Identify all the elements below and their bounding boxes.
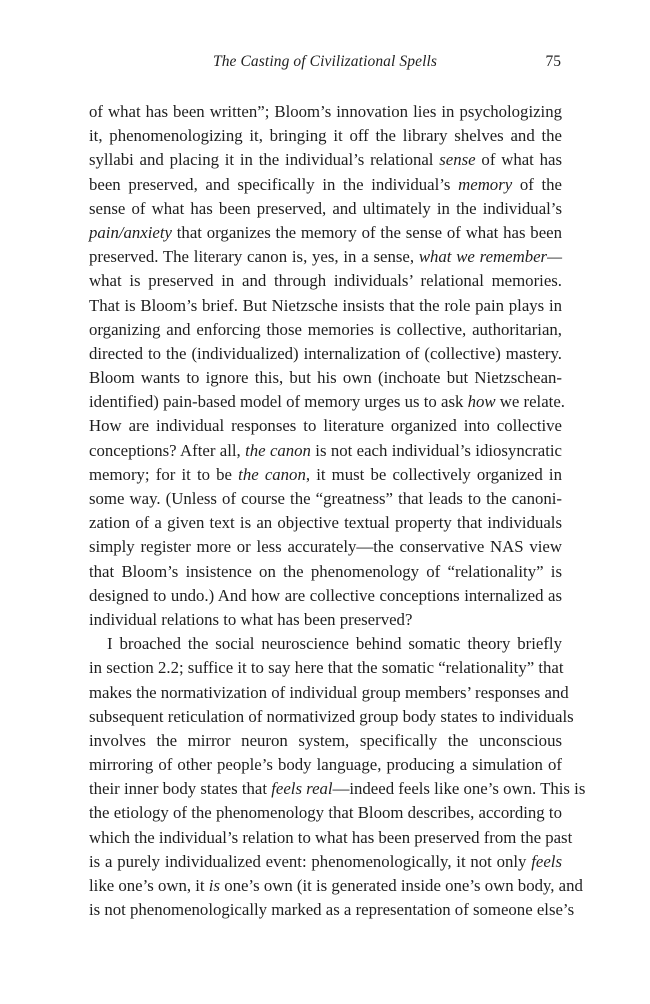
page-number: 75 xyxy=(545,53,561,70)
italic-run: feels xyxy=(531,851,562,871)
italic-run: is xyxy=(208,876,220,895)
text-run: been preserved, and specifically in the individual’s xyxy=(89,174,459,194)
text-run: —indeed feels like one’s own. This is xyxy=(332,779,586,799)
text-line xyxy=(89,318,562,342)
text-line xyxy=(89,826,573,850)
text-run: makes the normativization of individual group members’ responses and xyxy=(89,682,569,702)
text-run: one’s own (it is generated inside one’s own body, and xyxy=(220,876,583,895)
text-run: of what has xyxy=(475,150,562,170)
text-line xyxy=(89,463,562,487)
running-head xyxy=(0,52,650,74)
italic-run: the canon xyxy=(238,464,306,484)
text-line xyxy=(89,390,565,414)
text-run: identified) pain-based model of memory urges us to ask xyxy=(89,392,468,412)
text-line xyxy=(89,197,562,221)
text-line xyxy=(89,342,562,366)
text-line xyxy=(89,681,569,705)
text-run: of what has been written”; Bloom’s innovation lies in psychologizing xyxy=(89,102,562,121)
text-run: is not phenomenologically marked as a representation of someone else’s xyxy=(89,900,575,920)
text-run: that Bloom’s insistence on the phenomenology of “relationality” is xyxy=(89,561,562,581)
text-run: subsequent reticulation of normativized group body states to individuals xyxy=(89,706,574,726)
text-run: in section 2.2; suffice it to say here that the somatic “relationality” that xyxy=(89,658,564,678)
text-run: is not each individual’s idiosyncratic xyxy=(310,440,562,460)
text-line xyxy=(89,366,562,390)
text-run: which the individual’s relation to what has been preserved from the past xyxy=(89,827,573,847)
italic-run: feels real xyxy=(271,779,333,799)
text-run: of the xyxy=(512,174,562,194)
text-run: individual relations to what has been preserved? xyxy=(89,609,413,629)
text-line xyxy=(89,124,562,148)
text-line xyxy=(89,439,562,463)
text-run: like one’s own, it xyxy=(89,876,209,895)
text-run: How are individual responses to literature organized into collective xyxy=(89,416,562,436)
text-line xyxy=(89,245,562,269)
text-run: we relate. xyxy=(495,392,565,412)
italic-run: memory xyxy=(458,174,513,194)
text-run: preserved. The literary canon is, yes, in a sense, xyxy=(89,247,419,267)
text-line xyxy=(89,801,562,825)
text-line xyxy=(89,898,575,922)
text-run: it, phenomenologizing it, bringing it off the library shelves and the xyxy=(89,126,562,146)
text-run: sense of what has been preserved, and ultimately in the individual’s xyxy=(89,198,562,218)
text-line xyxy=(89,100,562,124)
text-line xyxy=(89,608,562,632)
text-line xyxy=(89,173,562,197)
text-line xyxy=(89,632,562,656)
text-run: that organizes the memory of the sense of what has been xyxy=(171,222,562,242)
text-run: conceptions? After all, xyxy=(89,440,246,460)
text-run: mirroring of other people’s body language, producing a simulation of xyxy=(89,755,562,775)
text-line xyxy=(89,221,562,245)
running-title: The Casting of Civilizational Spells xyxy=(212,53,438,70)
italic-run: how xyxy=(467,392,496,412)
text-run: directed to the (individualized) internalization of (collective) mastery. xyxy=(89,343,562,363)
italic-run: sense xyxy=(439,150,476,170)
text-run: some way. (Unless of course the “greatness” that leads to the canoni- xyxy=(89,489,562,508)
italic-run: the canon xyxy=(245,440,311,460)
text-run: designed to undo.) And how are collective conceptions internalized as xyxy=(89,585,562,605)
italic-run: pain/anxiety xyxy=(89,222,172,242)
text-line xyxy=(89,874,583,898)
text-line xyxy=(89,753,562,777)
text-run: is a purely individualized event: phenomenologically, it not only xyxy=(89,851,532,871)
text-line xyxy=(89,511,562,535)
italic-run: what we remember— xyxy=(418,247,562,267)
text-run: , it must be collectively organized in xyxy=(305,464,562,484)
text-line xyxy=(89,705,574,729)
text-run: their inner body states that xyxy=(89,779,272,799)
body-text xyxy=(89,100,586,922)
text-run: memory; for it to be xyxy=(89,464,239,484)
text-line xyxy=(89,560,562,584)
text-run: simply register more or less accurately—the conservative NAS view xyxy=(89,537,562,557)
text-run: I broached the social neuroscience behind somatic theory briefly xyxy=(107,634,562,654)
text-line xyxy=(89,487,562,511)
text-run: organizing and enforcing those memories is collective, authoritarian, xyxy=(89,319,562,339)
text-line xyxy=(89,777,586,801)
text-run: involves the mirror neuron system, specifically the unconscious xyxy=(89,730,562,750)
text-line xyxy=(89,729,562,753)
text-run: syllabi and placing it in the individual’s relational xyxy=(89,150,440,170)
text-line xyxy=(89,656,562,680)
paragraph xyxy=(89,100,565,632)
text-run: zation of a given text is an objective textual property that individuals xyxy=(89,513,562,533)
text-line xyxy=(89,850,562,874)
text-line xyxy=(89,535,562,559)
text-run: what is preserved in and through individuals’ relational memories. xyxy=(89,271,562,291)
text-line xyxy=(89,148,562,172)
text-line xyxy=(89,269,562,293)
text-run: Bloom wants to ignore this, but his own (inchoate but Nietzschean- xyxy=(89,368,562,388)
paragraph xyxy=(89,632,586,922)
text-run: That is Bloom’s brief. But Nietzsche insists that the role pain plays in xyxy=(89,295,562,315)
text-line xyxy=(89,294,562,318)
text-line xyxy=(89,584,562,608)
text-run: the etiology of the phenomenology that Bloom describes, according to xyxy=(89,803,562,823)
text-line xyxy=(89,414,562,438)
